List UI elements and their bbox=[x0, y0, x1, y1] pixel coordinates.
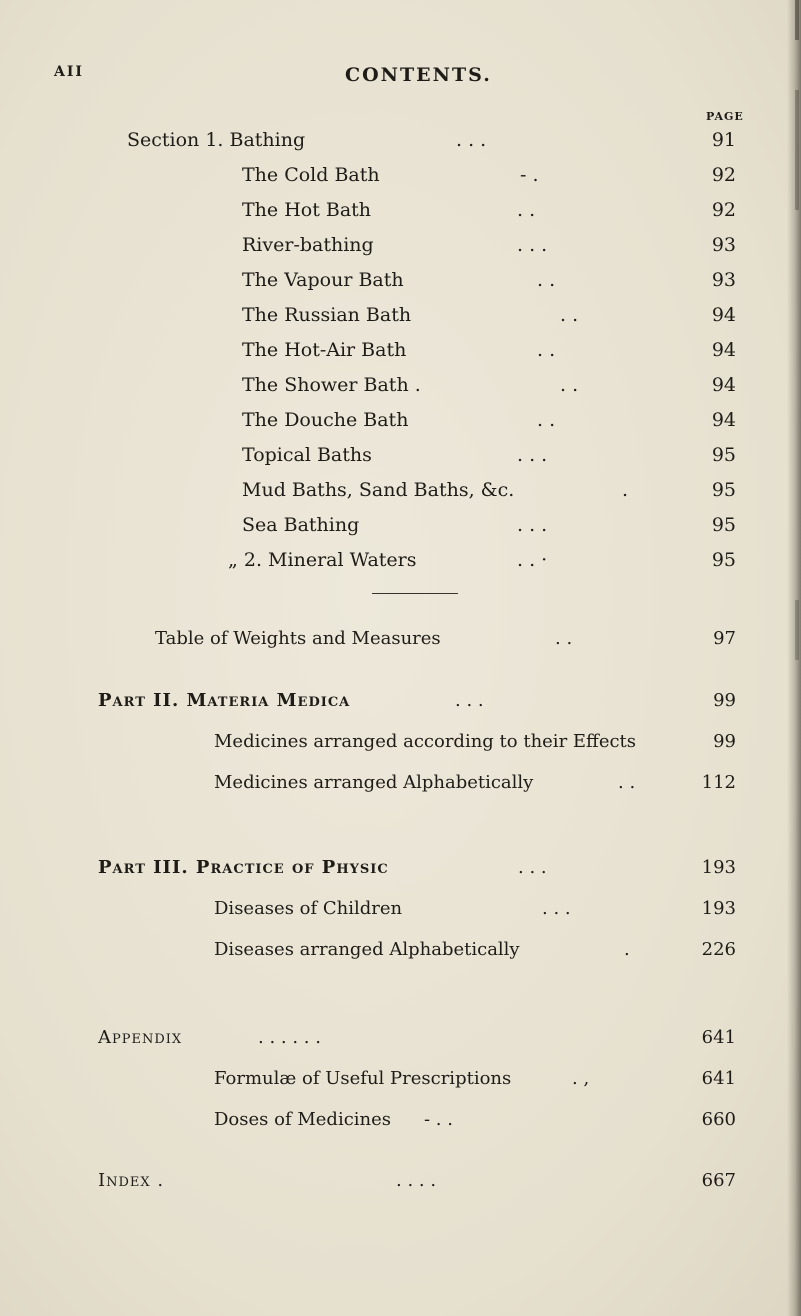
toc-entry-page: 92 bbox=[711, 164, 736, 186]
toc-entry-page: 193 bbox=[701, 898, 736, 919]
toc-entry-label: Medicines arranged according to their Effects bbox=[214, 731, 637, 752]
toc-entry-page: 641 bbox=[701, 1027, 736, 1048]
running-head-title: CONTENTS. bbox=[345, 64, 492, 86]
toc-entry-label: Diseases arranged Alphabetically bbox=[214, 939, 520, 960]
toc-entry-page: 95 bbox=[711, 549, 736, 571]
toc-entry-leader: . . . . bbox=[396, 1170, 437, 1191]
toc-entry-label: Mud Baths, Sand Baths, &c. bbox=[242, 479, 515, 501]
toc-entry-label: Index . bbox=[98, 1170, 165, 1191]
toc-entry-page: 94 bbox=[711, 339, 736, 361]
toc-entry-page: 193 bbox=[701, 857, 736, 878]
toc-entry-label: Doses of Medicines bbox=[214, 1109, 392, 1130]
toc-entry-leader: . bbox=[622, 479, 629, 501]
toc-entry-label: The Russian Bath bbox=[242, 304, 412, 326]
toc-entry-leader: . . . bbox=[455, 690, 484, 711]
toc-entry-page: 95 bbox=[711, 479, 736, 501]
toc-entry-leader: . . bbox=[537, 269, 556, 291]
toc-entry-leader: . . . bbox=[517, 444, 548, 466]
toc-entry-leader: . . bbox=[517, 199, 536, 221]
toc-entry-page: 93 bbox=[711, 234, 736, 256]
toc-entry-page: 94 bbox=[711, 409, 736, 431]
toc-entry-page: 97 bbox=[713, 628, 736, 649]
toc-entry-page: 99 bbox=[713, 731, 736, 752]
toc-entry-leader: . . . bbox=[518, 857, 547, 878]
toc-entry-leader: . bbox=[624, 939, 630, 960]
toc-entry-label: Diseases of Children bbox=[214, 898, 403, 919]
toc-entry-page: 112 bbox=[701, 772, 736, 793]
toc-entry-leader: . . bbox=[537, 339, 556, 361]
toc-entry-leader: - . bbox=[520, 164, 539, 186]
toc-entry-leader: . . · bbox=[517, 549, 548, 571]
toc-entry-leader: . . . bbox=[542, 898, 571, 919]
toc-entry-page: 94 bbox=[711, 374, 736, 396]
toc-entry-label: The Hot-Air Bath bbox=[242, 339, 407, 361]
toc-entry-label: Part II. Materia Medica bbox=[98, 690, 351, 711]
toc-entry-label: Formulæ of Useful Prescriptions bbox=[214, 1068, 512, 1089]
toc-entry-label: The Vapour Bath bbox=[242, 269, 404, 291]
toc-entry-page: 93 bbox=[711, 269, 736, 291]
toc-entry-leader: . . . bbox=[456, 129, 487, 151]
toc-entry-page: 95 bbox=[711, 514, 736, 536]
toc-entry-page: 92 bbox=[711, 199, 736, 221]
toc-entry-label: The Cold Bath bbox=[242, 164, 380, 186]
toc-entry-page: 641 bbox=[701, 1068, 736, 1089]
toc-entry-page: 226 bbox=[701, 939, 736, 960]
running-head-left: AII bbox=[54, 64, 84, 80]
binding-mark bbox=[795, 0, 799, 40]
toc-entry-leader: . . bbox=[555, 628, 573, 649]
section-divider bbox=[372, 593, 458, 594]
toc-entry-label: Topical Baths bbox=[242, 444, 372, 466]
toc-entry-leader: . . bbox=[537, 409, 556, 431]
toc-entry-label: The Shower Bath . bbox=[242, 374, 421, 396]
toc-entry-page: 91 bbox=[711, 129, 736, 151]
toc-entry-page: 95 bbox=[711, 444, 736, 466]
toc-entry-label: The Douche Bath bbox=[242, 409, 409, 431]
toc-entry-leader: . . bbox=[560, 304, 579, 326]
toc-entry-label: The Hot Bath bbox=[242, 199, 372, 221]
binding-mark bbox=[795, 90, 799, 210]
toc-entry-page: 94 bbox=[711, 304, 736, 326]
page-column-label: PAGE bbox=[706, 110, 744, 123]
binding-mark bbox=[795, 600, 799, 660]
toc-entry-page: 99 bbox=[713, 690, 736, 711]
toc-entry-leader: . . . bbox=[517, 514, 548, 536]
toc-entry-label: „ 2. Mineral Waters bbox=[228, 549, 417, 571]
toc-entry-leader: . . . . . . bbox=[258, 1027, 321, 1048]
toc-entry-page: 667 bbox=[701, 1170, 736, 1191]
toc-entry-leader: . . bbox=[618, 772, 636, 793]
toc-entry-leader: - . . bbox=[424, 1109, 453, 1130]
toc-entry-leader: . , bbox=[572, 1068, 590, 1089]
toc-entry-leader: . . . bbox=[517, 234, 548, 256]
toc-entry-label: Section 1. Bathing bbox=[127, 129, 306, 151]
toc-entry-label: Table of Weights and Measures bbox=[155, 628, 441, 649]
toc-entry-label: Medicines arranged Alphabetically bbox=[214, 772, 534, 793]
toc-entry-leader: . . bbox=[560, 374, 579, 396]
toc-entry-label: Part III. Practice of Physic bbox=[98, 857, 389, 878]
toc-entry-label: River-bathing bbox=[242, 234, 374, 256]
toc-entry-label: Sea Bathing bbox=[242, 514, 360, 536]
toc-entry-page: 660 bbox=[701, 1109, 736, 1130]
toc-entry-label: Appendix bbox=[98, 1027, 183, 1048]
